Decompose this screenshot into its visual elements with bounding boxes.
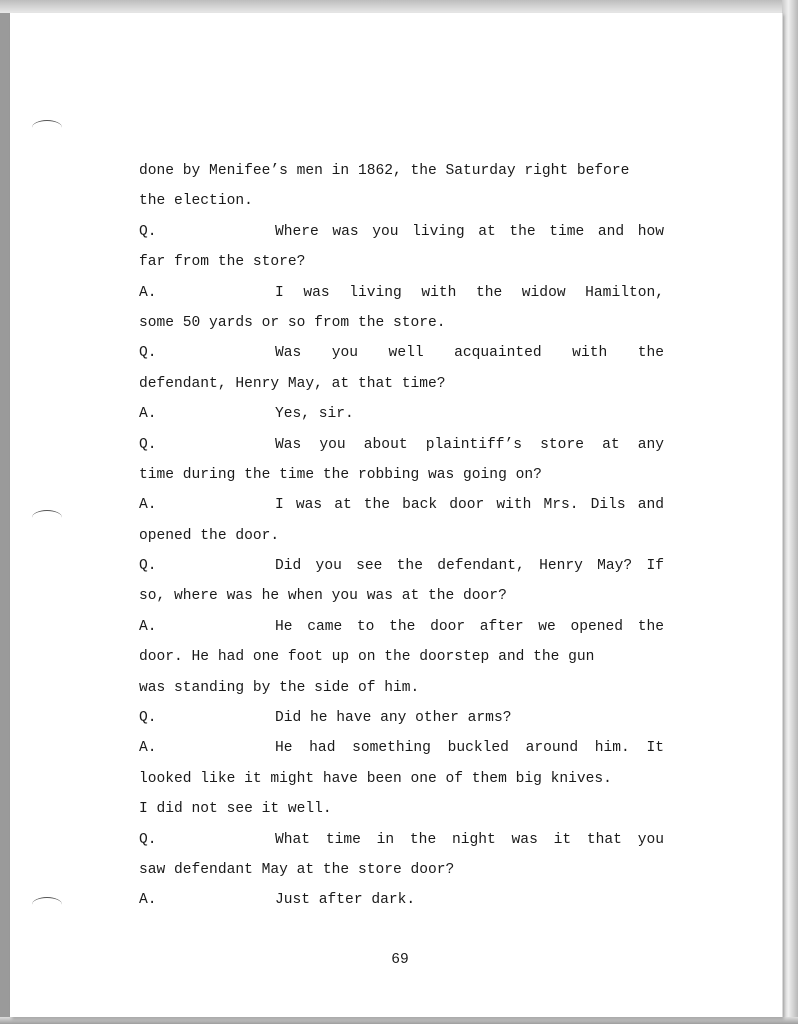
- question-line: [139, 430, 664, 460]
- scan-right-edge: [782, 0, 798, 1024]
- answer-label: A.: [139, 892, 157, 909]
- answer-line: [139, 399, 664, 429]
- answer-line: [139, 278, 664, 308]
- transcript-line: time during the time the robbing was going on?: [139, 466, 542, 483]
- transcript-body: [139, 156, 664, 916]
- question-label: Q.: [139, 223, 157, 240]
- transcript-text: Did he have any other arms?: [275, 710, 512, 727]
- punch-hole-mark-top: [32, 120, 62, 135]
- transcript-line: door. He had one foot up on the doorstep and the gun: [139, 649, 595, 666]
- scan-bottom-edge: [0, 1017, 798, 1024]
- transcript-line: done by Menifee’s men in 1862, the Saturday right before: [139, 163, 630, 179]
- question-label: Q.: [139, 558, 157, 575]
- question-line: [139, 551, 664, 581]
- transcript-text: Was you well acquainted with the: [275, 345, 664, 362]
- question-line: [139, 703, 664, 733]
- question-label: Q.: [139, 831, 157, 848]
- page-number: 69: [391, 952, 409, 968]
- transcript-text: Where was you living at the time and how: [275, 223, 664, 240]
- transcript-text: He came to the door after we opened the: [275, 618, 664, 635]
- answer-line: [139, 885, 664, 915]
- answer-label: A.: [139, 406, 157, 423]
- answer-line: [139, 733, 664, 763]
- transcript-text: Was you about plaintiff’s store at any: [275, 436, 664, 453]
- question-label: Q.: [139, 345, 157, 362]
- answer-line: [139, 612, 664, 642]
- transcript-line: defendant, Henry May, at that time?: [139, 375, 446, 392]
- punch-hole-mark-bottom: [32, 897, 62, 912]
- scan-top-edge: [0, 0, 798, 13]
- transcript-line: the election.: [139, 193, 253, 210]
- transcript-text: Yes, sir.: [275, 406, 354, 423]
- question-line: [139, 217, 664, 247]
- punch-hole-mark-middle: [32, 510, 62, 525]
- transcript-line: some 50 yards or so from the store.: [139, 314, 446, 331]
- answer-label: A.: [139, 497, 157, 514]
- question-label: Q.: [139, 710, 157, 727]
- transcript-line: looked like it might have been one of them big knives.: [139, 770, 612, 787]
- transcript-text: Just after dark.: [275, 892, 416, 909]
- transcript-line: opened the door.: [139, 527, 280, 544]
- question-line: [139, 825, 664, 855]
- transcript-text: I was at the back door with Mrs. Dils and: [275, 497, 664, 514]
- transcript-line: saw defendant May at the store door?: [139, 861, 455, 878]
- transcript-text: I was living with the widow Hamilton,: [275, 284, 664, 301]
- transcript-line: I did not see it well.: [139, 801, 332, 818]
- answer-label: A.: [139, 740, 157, 757]
- question-label: Q.: [139, 436, 157, 453]
- transcript-line: was standing by the side of him.: [139, 679, 420, 696]
- answer-label: A.: [139, 284, 157, 301]
- answer-label: A.: [139, 618, 157, 635]
- transcript-text: What time in the night was it that you: [275, 831, 664, 848]
- transcript-text: Did you see the defendant, Henry May? If: [275, 558, 664, 575]
- answer-line: [139, 490, 664, 520]
- transcript-line: far from the store?: [139, 254, 306, 271]
- transcript-line: so, where was he when you was at the door?: [139, 588, 507, 605]
- question-line: [139, 338, 664, 368]
- transcript-text: He had something buckled around him. It: [275, 740, 664, 757]
